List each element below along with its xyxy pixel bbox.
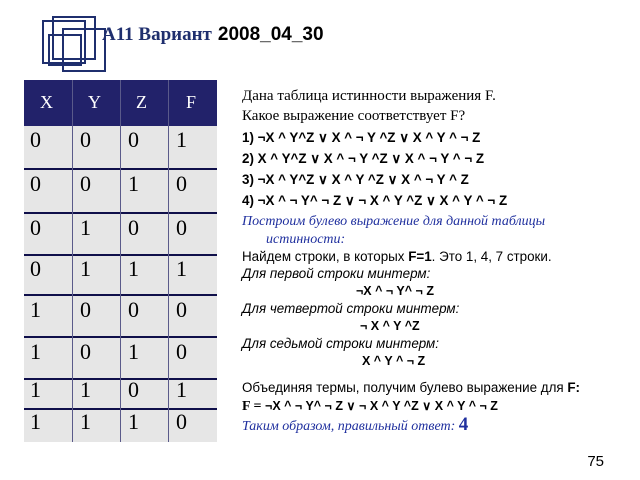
cell: 0	[176, 171, 187, 196]
cell: 1	[30, 409, 41, 434]
header-f: F	[186, 92, 197, 112]
cell: 0	[80, 339, 91, 364]
answer-text: Таким образом, правильный ответ:	[242, 419, 459, 434]
fourth-row-label: Для четвертой строки минтерм:	[242, 301, 460, 316]
cell: 0	[176, 297, 187, 322]
seventh-minterm: X ^ Y ^ ¬ Z	[362, 354, 426, 368]
cell: 0	[176, 339, 187, 364]
cell: 0	[176, 215, 187, 240]
question-line-1: Дана таблица истинности выражения F.	[242, 88, 496, 104]
cell: 1	[128, 339, 139, 364]
result-prefix: F =	[242, 399, 266, 414]
cell: 1	[30, 377, 41, 402]
first-minterm: ¬X ^ ¬ Y^ ¬ Z	[356, 284, 434, 298]
fourth-minterm: ¬ X ^ Y ^Z	[360, 319, 420, 333]
cell: 0	[30, 215, 41, 240]
cell: 1	[176, 127, 187, 152]
logo-squares	[40, 14, 110, 70]
header-y: Y	[88, 92, 101, 112]
cell: 1	[80, 409, 91, 434]
title-prefix: А11 Вариант	[102, 24, 212, 45]
find-rows-line	[242, 249, 552, 264]
option-2: 2) X ^ Y^Z ∨ X ^ ¬ Y ^Z ∨ X ^ ¬ Y ^ ¬ Z	[242, 151, 485, 166]
cell: 0	[30, 256, 41, 281]
cell: 0	[128, 127, 139, 152]
cell: 0	[128, 215, 139, 240]
page-title	[102, 24, 324, 46]
title-date: 2008_04_30	[217, 24, 324, 45]
cell: 1	[30, 339, 41, 364]
seventh-row-label: Для седьмой строки минтерм:	[242, 336, 439, 351]
cell: 0	[30, 127, 41, 152]
answer-line	[242, 414, 468, 436]
first-row-label: Для первой строки минтерм:	[242, 266, 431, 281]
find-prefix: Найдем строки, в которых	[242, 249, 409, 264]
cell: 1	[176, 256, 187, 281]
cell: 1	[128, 256, 139, 281]
build-line-2: истинности:	[266, 232, 346, 247]
build-line-1: Построим булево выражение для данной таблицы	[242, 214, 546, 229]
find-bold: F=1	[408, 249, 432, 264]
cell: 1	[80, 256, 91, 281]
column-divider	[72, 80, 73, 442]
page-number: 75	[587, 453, 604, 470]
cell: 0	[80, 127, 91, 152]
cell: 1	[80, 377, 91, 402]
combine-prefix: Объединяя термы, получим булево выражение для	[242, 380, 568, 395]
result-line	[242, 398, 498, 415]
option-3: 3) ¬X ^ Y^Z ∨ X ^ Y ^Z ∨ X ^ ¬ Y ^ Z	[242, 172, 469, 187]
option-4: 4) ¬X ^ ¬ Y^ ¬ Z ∨ ¬ X ^ Y ^Z ∨ X ^ Y ^ ¬ Z	[242, 193, 508, 208]
cell: 1	[80, 215, 91, 240]
combine-line	[242, 380, 580, 395]
answer-value: 4	[458, 414, 469, 435]
cell: 1	[128, 171, 139, 196]
header-x: X	[40, 92, 53, 112]
question-line-2: Какое выражение соответствует F?	[242, 108, 466, 124]
column-divider	[168, 80, 169, 442]
header-z: Z	[136, 92, 147, 112]
cell: 0	[80, 171, 91, 196]
cell: 0	[128, 297, 139, 322]
truth-table	[24, 80, 217, 442]
find-suffix: . Это 1, 4, 7 строки.	[431, 249, 552, 264]
cell: 1	[128, 409, 139, 434]
cell: 1	[30, 297, 41, 322]
cell: 1	[176, 377, 187, 402]
column-divider	[120, 80, 121, 442]
result-expression: ¬X ^ ¬ Y^ ¬ Z ∨ ¬ X ^ Y ^Z ∨ X ^ Y ^ ¬ Z	[265, 399, 498, 413]
cell: 0	[80, 297, 91, 322]
cell: 0	[128, 377, 139, 402]
cell: 0	[30, 171, 41, 196]
option-1: 1) ¬X ^ Y^Z ∨ X ^ ¬ Y ^Z ∨ X ^ Y ^ ¬ Z	[242, 130, 481, 145]
cell: 0	[176, 409, 187, 434]
combine-bold: F:	[567, 380, 581, 395]
